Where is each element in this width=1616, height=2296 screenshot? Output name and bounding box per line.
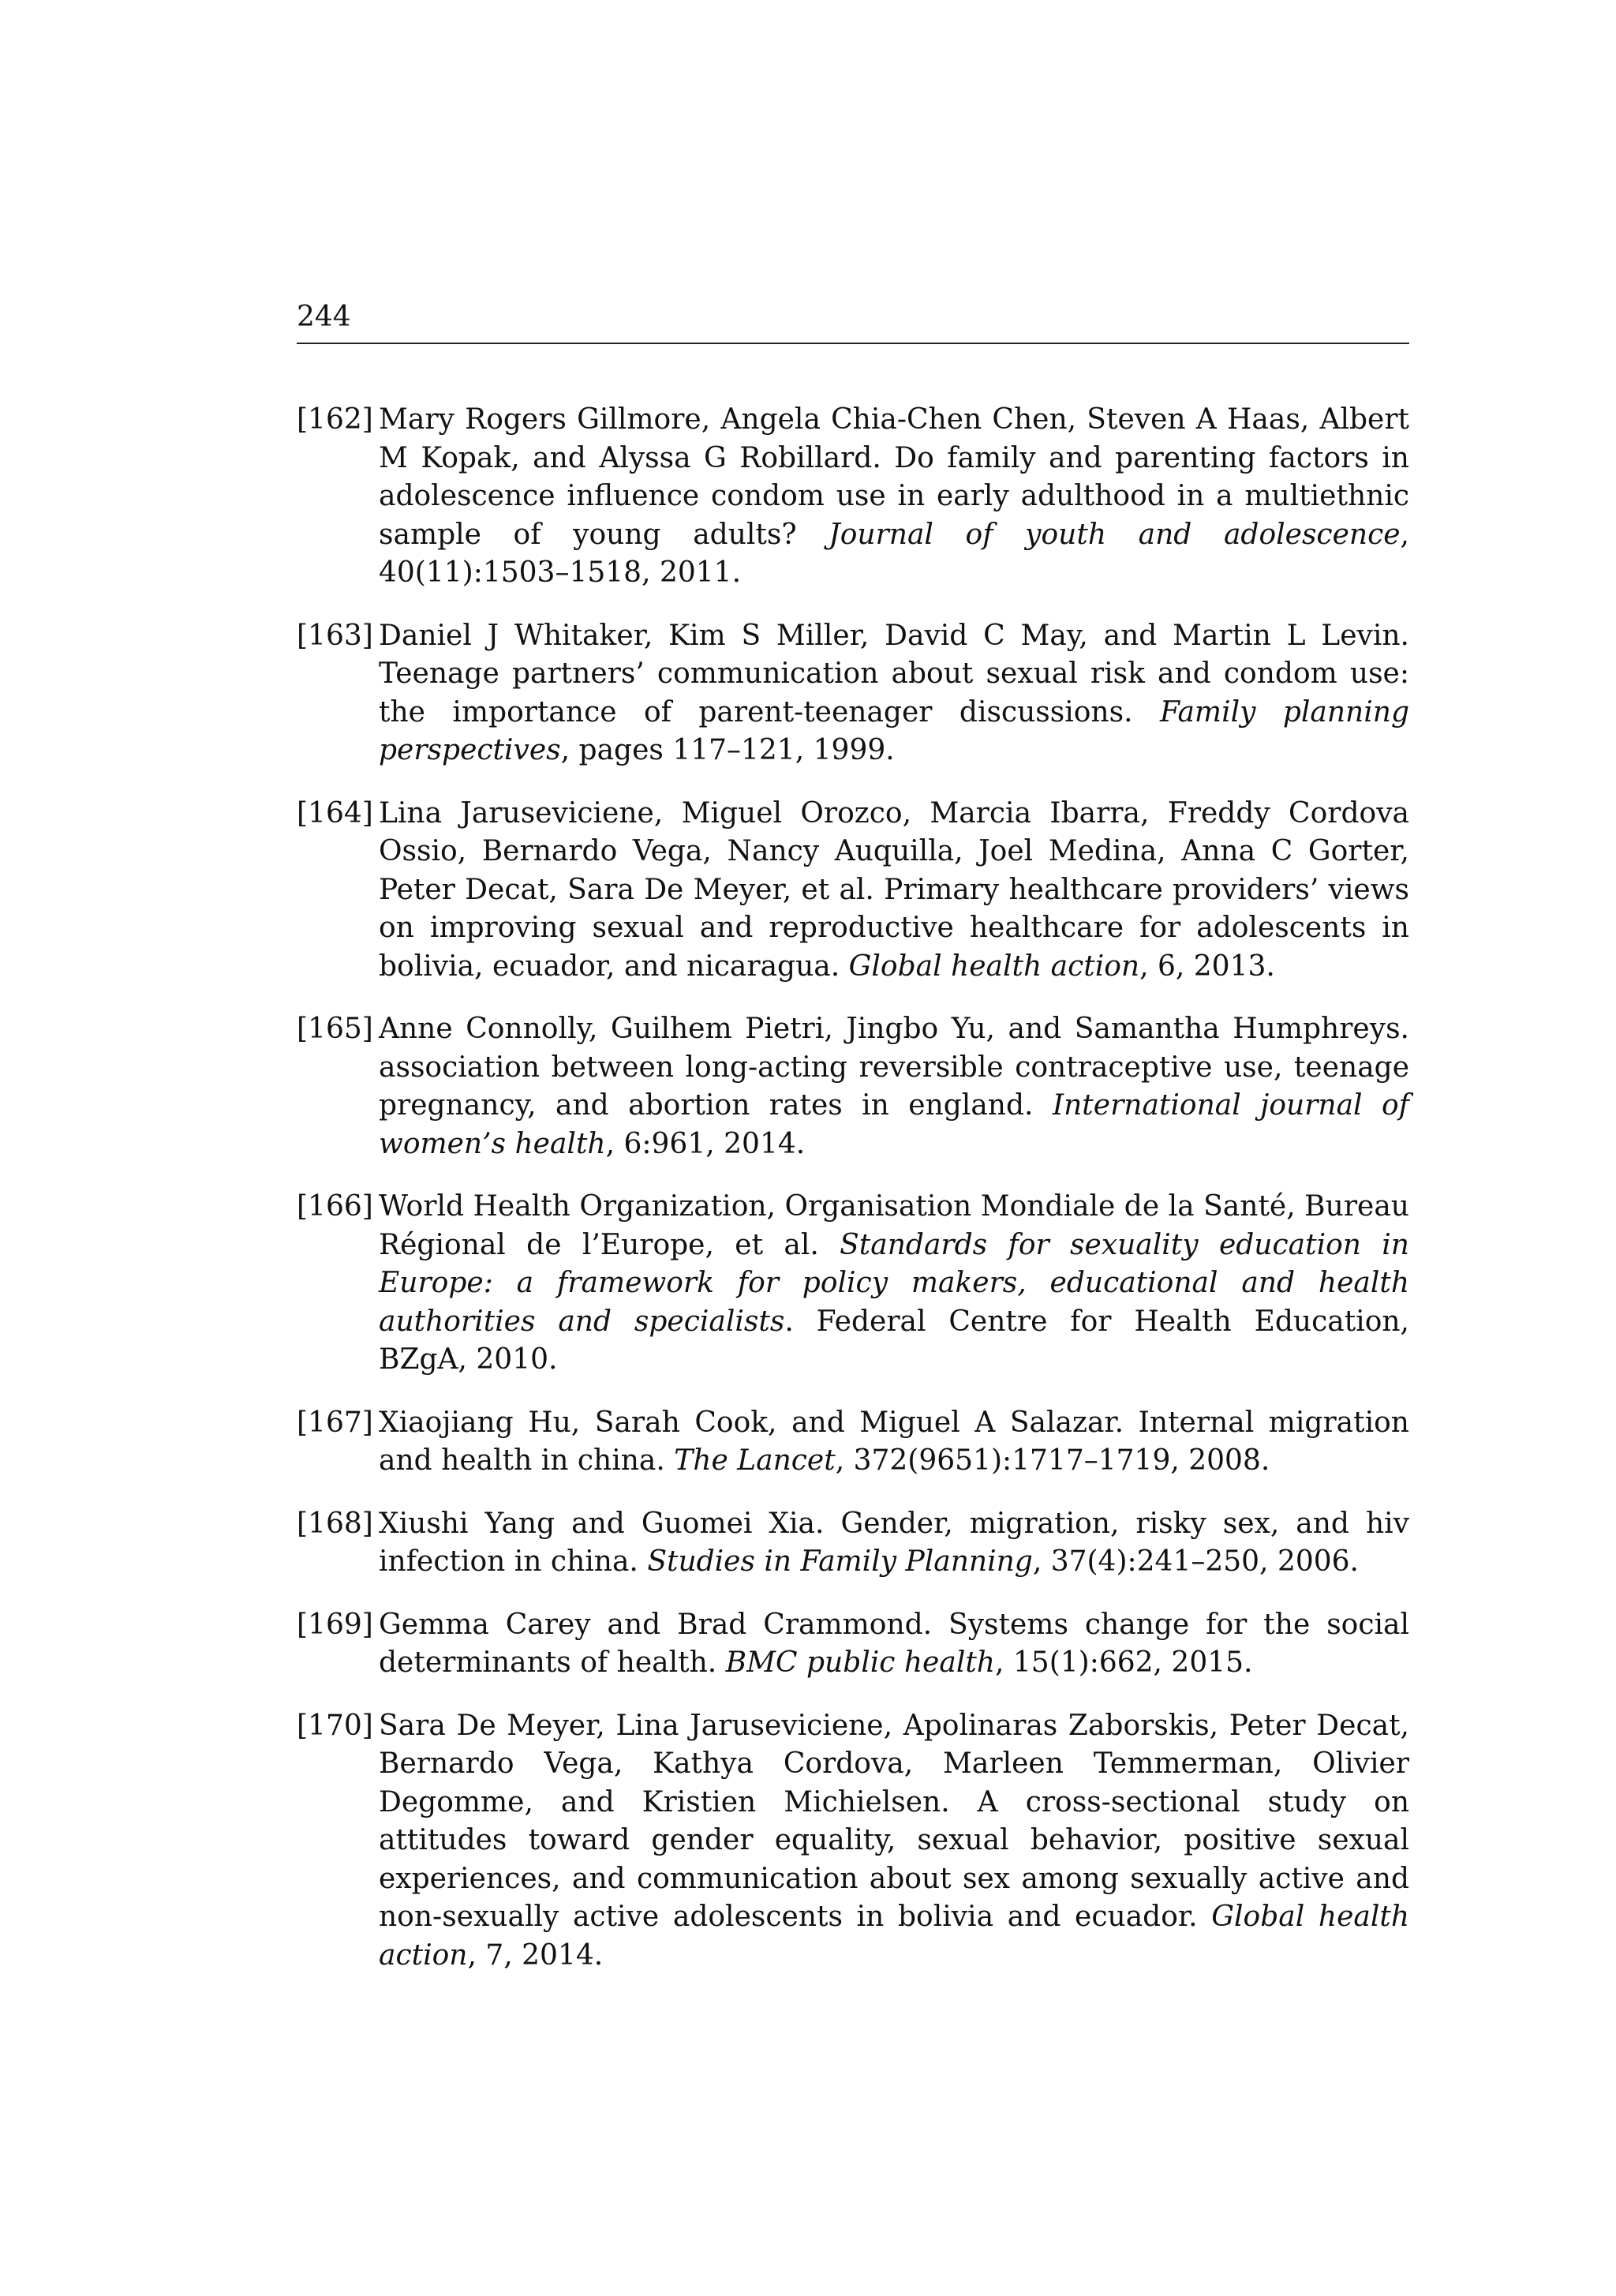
reference-venue: Global health action xyxy=(848,949,1140,983)
reference-venue: The Lancet xyxy=(674,1444,836,1477)
reference-label: [166] xyxy=(297,1190,373,1223)
reference-details: , 7, 2014. xyxy=(467,1938,604,1972)
reference-label: [162] xyxy=(297,403,373,436)
reference-text: Xiushi Yang and Guomei Xia. Gender, migration, risky sex, and hiv infection in china. xyxy=(379,1507,1409,1578)
page-number: 244 xyxy=(297,301,351,333)
reference-text: Mary Rogers Gillmore, Angela Chia-Chen Chen, Steven A Haas, Albert M Kopak, and Alyssa G Robillard. Do family and parenting factors in adolescence influence condom use in early adulthood in a multiethnic sample of young adults? xyxy=(379,403,1409,551)
reference-label: [164] xyxy=(297,796,373,830)
reference-venue: Studies in Family Planning xyxy=(647,1545,1033,1578)
reference-details: , 37(4):241–250, 2006. xyxy=(1032,1545,1360,1578)
reference-text: Lina Jaruseviciene, Miguel Orozco, Marcia Ibarra, Freddy Cordova Ossio, Bernardo Vega, Nancy Auquilla, Joel Medina, Anna C Gorter, Peter Decat, Sara De Meyer, et al. Primary healthcare providers’ views on improving sexual and reproductive healthcare for adolescents in bolivia, ecuador, and nicaragua. xyxy=(379,796,1409,983)
reference-details: , 15(1):662, 2015. xyxy=(995,1646,1253,1679)
reference-entry-168 xyxy=(297,1505,1409,1582)
reference-text: Sara De Meyer, Lina Jaruseviciene, Apolinaras Zaborskis, Peter Decat, Bernardo Vega, Kathya Cordova, Marleen Temmerman, Olivier Degomme, and Kristien Michielsen. A cross-sectional study on attitudes toward gender equality, sexual behavior, positive sexual experiences, and communication about sex among sexually active and non-sexually active adolescents in bolivia and ecuador. xyxy=(379,1709,1409,1933)
reference-text: Gemma Carey and Brad Crammond. Systems change for the social determinants of health. xyxy=(379,1608,1409,1679)
reference-text: Daniel J Whitaker, Kim S Miller, David C May, and Martin L Levin. Teenage partners’ communication about sexual risk and condom use: the importance of parent-teenager discussions. xyxy=(379,619,1409,729)
reference-text: World Health Organization, Organisation Mondiale de la Santé, Bureau Régional de l’Europe, et al. xyxy=(379,1190,1409,1261)
reference-text: Anne Connolly, Guilhem Pietri, Jingbo Yu, and Samantha Humphreys. association between long-acting reversible contraceptive use, teenage pregnancy, and abortion rates in england. xyxy=(379,1013,1409,1122)
reference-venue: Global health action xyxy=(379,1901,1409,1972)
reference-text: Xiaojiang Hu, Sarah Cook, and Miguel A Salazar. Internal migration and health in china. xyxy=(379,1406,1409,1477)
reference-venue: International journal of women’s health xyxy=(379,1089,1409,1160)
reference-entry-166 xyxy=(297,1188,1409,1380)
reference-entry-163 xyxy=(297,617,1409,770)
reference-details: , pages 117–121, 1999. xyxy=(560,734,895,766)
reference-venue: BMC public health xyxy=(725,1646,995,1679)
reference-entry-169 xyxy=(297,1606,1409,1683)
reference-label: [165] xyxy=(297,1013,373,1045)
reference-entry-164 xyxy=(297,795,1409,987)
reference-list xyxy=(297,401,1409,1999)
reference-entry-165 xyxy=(297,1010,1409,1163)
reference-venue: Standards for sexuality education in Europe: a framework for policy makers, educational and health authorities and specialists xyxy=(379,1228,1409,1338)
reference-details: . Federal Centre for Health Education, BZgA, 2010. xyxy=(379,1305,1409,1376)
reference-venue: Family planning perspectives xyxy=(379,695,1409,766)
reference-entry-167 xyxy=(297,1404,1409,1481)
reference-label: [167] xyxy=(297,1406,373,1439)
reference-details: , 372(9651):1717–1719, 2008. xyxy=(835,1444,1270,1477)
reference-label: [170] xyxy=(297,1709,373,1742)
reference-venue: Journal of youth and adolescence xyxy=(829,518,1401,551)
reference-entry-162 xyxy=(297,401,1409,593)
reference-label: [163] xyxy=(297,619,373,652)
page-header xyxy=(297,298,1409,344)
reference-entry-170 xyxy=(297,1707,1409,1976)
reference-details: , 6, 2013. xyxy=(1139,949,1275,983)
reference-details: , 6:961, 2014. xyxy=(605,1127,806,1160)
reference-details: , 40(11):1503–1518, 2011. xyxy=(379,518,1409,589)
reference-label: [169] xyxy=(297,1608,373,1641)
reference-label: [168] xyxy=(297,1507,373,1540)
